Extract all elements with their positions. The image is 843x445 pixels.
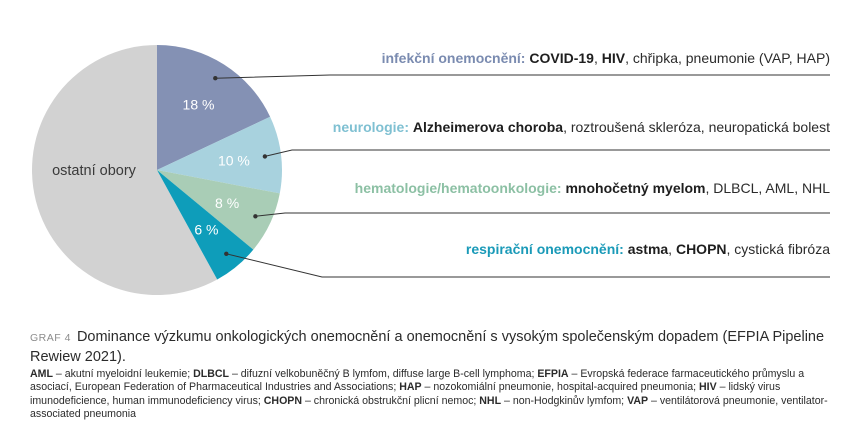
annotation-category: respirační onemocnění: [465,241,624,257]
abbreviation-term: HIV [699,381,717,394]
slice-value-label-4: 6 % [194,221,219,238]
abbreviation-term: AML [30,368,53,380]
annotation-label-1 [382,50,830,66]
annotation-highlight: mnohočetný myelom [565,180,706,196]
figure-caption-text: Dominance výzkumu onkologických onemocnění a onemocnění s vysokým společenským dopadem (EFPIA Pipeline Rewiew 2021). [30,329,825,365]
leader-line-2 [265,150,830,156]
abbreviation-term: EFPIA [537,368,569,380]
figure-number: GRAF 4 [30,332,71,344]
annotation-category: neurologie: [332,119,410,135]
abbreviation-term: HAP [399,381,422,394]
annotation-separator: , [668,241,676,257]
annotation-rest: , roztroušená skleróza, neuropatická bolest [563,119,830,135]
figure-caption [30,328,830,367]
leader-dot-4 [224,252,228,256]
annotation-rest: , chřipka, pneumonie (VAP, HAP) [625,50,830,66]
annotation-rest: , cystická fibróza [726,241,830,257]
abbreviation-term: VAP [627,394,649,407]
annotation-category: infekční onemocnění: [381,50,526,66]
leader-dot-3 [253,214,257,218]
abbreviation-term: CHOPN [263,394,303,407]
annotation-label-4 [466,241,830,257]
leader-dot-1 [213,76,217,80]
leader-line-4 [226,254,830,277]
abbreviation-definition: – difuzní velkobuněčný B lymfom, diffuse large B-cell lymphoma; [229,368,538,380]
slice-value-label-2: 10 % [217,152,250,169]
abbreviation-definition: – lidský virus imunodeficience, human immunodeficiency virus; [30,381,781,407]
annotation-highlight-2: CHOPN [675,241,727,257]
annotation-separator: , [593,50,602,66]
annotation-label-2 [333,119,830,135]
abbreviation-term: DLBCL [193,368,230,380]
abbreviation-definition: – ventilátorová pneumonie, ventilator-associated pneumonia [30,394,828,421]
annotation-highlight: astma [627,241,669,257]
abbreviation-term: NHL [479,394,502,407]
leader-line-3 [255,213,830,216]
annotation-highlight-2: HIV [601,50,626,66]
slice-value-label-1: 18 % [182,96,215,113]
annotation-label-3 [355,180,830,196]
leader-line-1 [215,75,830,78]
abbreviations-note [30,368,830,422]
other-slice-label: ostatní obory [52,163,136,179]
leader-dot-2 [263,154,267,158]
annotation-highlight: COVID-19 [529,50,594,66]
abbreviation-definition: – non-Hodgkinův lymfom; [501,394,628,407]
abbreviation-definition: – chronická obstrukční plicní nemoc; [302,394,480,407]
abbreviation-definition: – nozokomiální pneumonie, hospital-acquired pneumonia; [421,381,699,394]
annotation-highlight: Alzheimerova choroba [412,119,564,135]
annotation-category: hematologie/hematoonkologie: [354,180,562,196]
abbreviation-definition: – Evropská federace farmaceutického průmyslu a asociací, European Federation of Pharmaceutical Industries and Associations; [30,368,805,394]
annotation-rest: , DLBCL, AML, NHL [705,180,830,196]
slice-value-label-3: 8 % [215,195,240,211]
abbreviation-definition: – akutní myeloidní leukemie; [52,368,194,380]
